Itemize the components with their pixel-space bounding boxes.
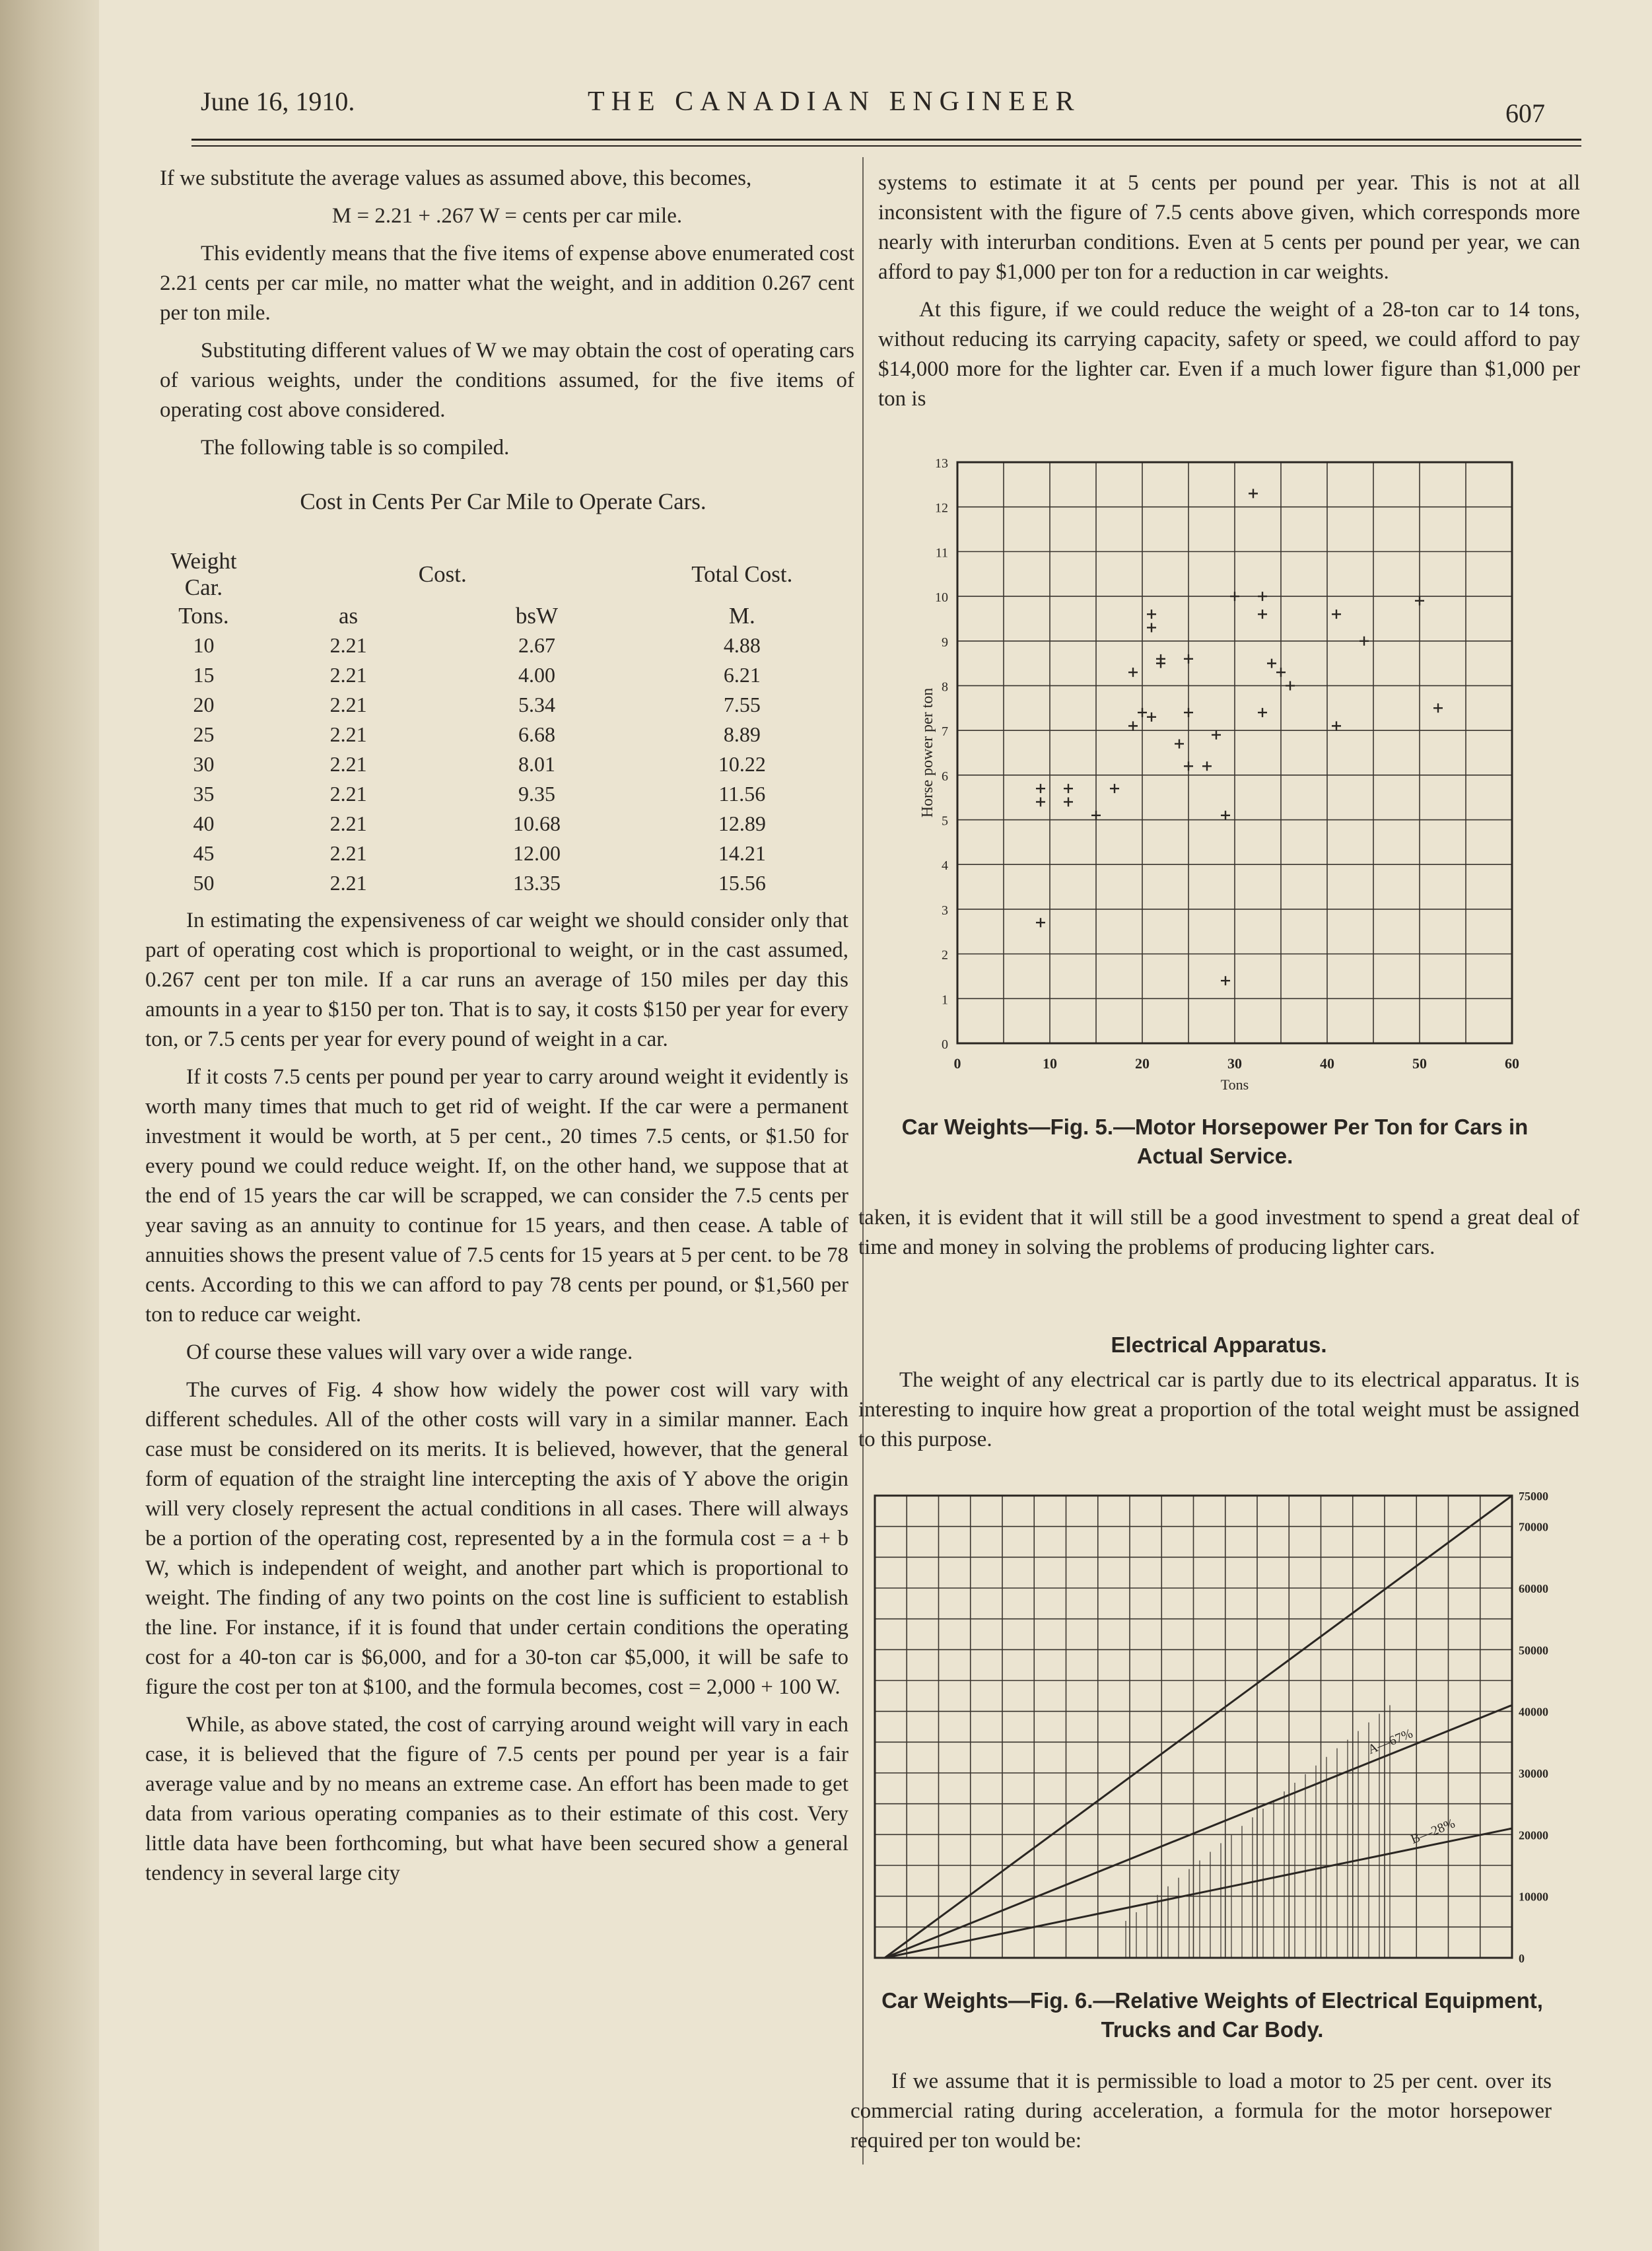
data-point xyxy=(1249,489,1258,498)
y-tick-label: 60000 xyxy=(1519,1582,1548,1595)
table-cell: 2.67 xyxy=(518,633,555,657)
table-cell: 12.00 xyxy=(512,841,561,865)
table-cell: 13.35 xyxy=(512,871,561,895)
y-axis-label: Horse power per ton xyxy=(919,687,936,818)
table-cell: 35 xyxy=(193,782,215,806)
table-row xyxy=(153,839,853,868)
header-title: THE CANADIAN ENGINEER xyxy=(588,87,1081,117)
paragraph: At this figure, if we could reduce the weight of a 28-ton car to 14 tons, without reducing its carrying capacity, safety or speed, we could afford to pay $14,000 more for the lighter car. Even if a much lower figure than $1,000 per ton is xyxy=(878,298,1580,411)
table-cell: 4.88 xyxy=(723,633,761,657)
table-header: as xyxy=(338,602,359,629)
series-label: B—28% xyxy=(1408,1816,1457,1847)
series-line xyxy=(885,1496,1512,1958)
x-tick-label: 50 xyxy=(1412,1055,1427,1072)
table-cell: 45 xyxy=(193,841,215,865)
table-cell: 11.56 xyxy=(718,782,766,806)
table-cell: 10 xyxy=(193,633,215,657)
y-tick-label: 2 xyxy=(942,948,948,963)
x-tick-label: 10 xyxy=(1043,1055,1057,1072)
paragraph: If we substitute the average values as assumed above, this becomes, xyxy=(160,166,752,190)
data-point xyxy=(1147,609,1156,619)
fig5-caption: Car Weights—Fig. 5.—Motor Horsepower Per Ton for Cars in Actual Service. xyxy=(901,1115,1529,1168)
table-cell: 2.21 xyxy=(329,722,367,746)
table-row xyxy=(153,690,853,720)
y-tick-label: 3 xyxy=(942,903,948,918)
y-tick-label: 70000 xyxy=(1519,1520,1548,1534)
data-point xyxy=(1036,784,1045,793)
data-point xyxy=(1415,596,1424,606)
table-cell: 25 xyxy=(193,722,215,746)
table-cell: 6.68 xyxy=(518,722,555,746)
data-point xyxy=(1184,654,1193,664)
table-cell: 10.22 xyxy=(718,752,766,776)
table-cell: 2.21 xyxy=(329,663,367,687)
fig5-chart xyxy=(918,449,1532,1109)
table-cell: 2.21 xyxy=(329,812,367,835)
data-point xyxy=(1258,609,1267,619)
paragraph: In estimating the expensiveness of car weight we should consider only that part of operating cost which is proportional to weight, or in the cast assumed, 0.267 cent per ton mile. If a car runs an average of 150 miles per day this amounts in a year to $150 per ton. That is to say, it costs $150 per year for every ton, or 7.5 cents per year for every pound of weight in a car. xyxy=(145,909,848,1051)
table-cell: 30 xyxy=(193,752,215,776)
header-rule xyxy=(191,139,1581,141)
y-tick-label: 7 xyxy=(942,724,948,740)
data-point xyxy=(1230,592,1239,601)
header-date: June 16, 1910. xyxy=(201,87,355,116)
data-point xyxy=(1064,784,1073,793)
table-row xyxy=(153,660,853,690)
y-tick-label: 9 xyxy=(942,635,948,650)
data-point xyxy=(1147,712,1156,722)
data-point xyxy=(1258,708,1267,717)
data-point xyxy=(1036,797,1045,806)
table-row xyxy=(153,809,853,839)
table-header-row xyxy=(153,548,853,601)
data-point xyxy=(1128,668,1138,677)
y-tick-label: 10000 xyxy=(1519,1890,1548,1904)
paragraph: systems to estimate it at 5 cents per pound per year. This is not at all inconsistent with the figure of 7.5 cents above given, which corresponds more nearly with interurban conditions. Even at 5 cents per pound per year, we can afford to pay $1,000 per ton for a reduction in car weights. xyxy=(878,171,1580,284)
table-cell: 2.21 xyxy=(329,841,367,865)
right-column-mid xyxy=(858,1203,1579,1270)
paragraph: If it costs 7.5 cents per pound per year to carry around weight it evidently is worth many times that much to get rid of weight. If the car were a permanent investment it would be worth, at 5 per cent., 20 times 7.5 cents, or $1.50 for every pound we could reduce weight. If, on the other hand, we suppose that at the end of 15 years the car will be scrapped, we can consider the 7.5 cents per year saving as an annuity to continue for 15 years, and then cease. A table of annuities shows the present value of 7.5 cents for 15 years at 5 per cent. to be 78 cents. According to this we can afford to pay 78 cents per pound, or $1,560 per ton to reduce car weight. xyxy=(145,1065,848,1327)
left-column-top xyxy=(160,164,854,471)
cost-table xyxy=(153,548,853,898)
table-cell: 7.55 xyxy=(723,693,761,716)
data-point xyxy=(1091,811,1101,820)
right-column-mid2 xyxy=(858,1366,1579,1463)
data-point xyxy=(1202,761,1212,771)
table-cell: 2.21 xyxy=(329,693,367,716)
x-axis-label: Tons xyxy=(1220,1076,1249,1093)
table-cell: 50 xyxy=(193,871,215,895)
page-spine-shadow xyxy=(0,0,99,2251)
x-tick-label: 20 xyxy=(1135,1055,1150,1072)
y-tick-label: 13 xyxy=(935,456,948,471)
data-point xyxy=(1276,668,1286,677)
table-header-row xyxy=(153,601,853,631)
header-rule xyxy=(191,145,1581,147)
table-header: bsW xyxy=(515,602,559,629)
data-point xyxy=(1175,739,1184,748)
table-cell: 2.21 xyxy=(329,633,367,657)
table-header: Weight Car. xyxy=(170,548,237,600)
table-row xyxy=(153,749,853,779)
right-column-bottom xyxy=(850,2067,1552,2164)
y-tick-label: 11 xyxy=(935,545,948,561)
header-page-number: 607 xyxy=(1505,98,1545,128)
data-point xyxy=(1267,659,1276,668)
table-cell: 2.21 xyxy=(329,752,367,776)
series-label: A—67% xyxy=(1365,1726,1415,1758)
column-rule xyxy=(862,157,864,2164)
left-column-bottom xyxy=(145,906,848,1896)
y-tick-label: 6 xyxy=(942,769,948,784)
data-point xyxy=(1359,637,1369,646)
table-cell: 8.89 xyxy=(723,722,761,746)
y-tick-label: 0 xyxy=(942,1037,948,1052)
y-tick-label: 4 xyxy=(942,858,948,874)
y-tick-label: 12 xyxy=(935,501,948,516)
table-cell: 2.21 xyxy=(329,871,367,895)
table-cell: 5.34 xyxy=(518,693,555,716)
table-cell: 14.21 xyxy=(718,841,766,865)
data-point xyxy=(1332,609,1341,619)
paragraph: Of course these values will vary over a wide range. xyxy=(186,1340,633,1364)
table-row xyxy=(153,779,853,809)
table-row xyxy=(153,631,853,660)
y-tick-label: 75000 xyxy=(1519,1490,1548,1503)
paragraph: This evidently means that the five items of expense above enumerated cost 2.21 cents per car mile, no matter what the weight, and in addition 0.267 cent per ton mile. xyxy=(160,242,854,325)
y-tick-label: 40000 xyxy=(1519,1705,1548,1719)
data-point xyxy=(1286,681,1295,690)
y-tick-label: 10 xyxy=(935,590,948,606)
y-tick-label: 8 xyxy=(942,679,948,695)
data-point xyxy=(1184,761,1193,771)
paragraph: taken, it is evident that it will still be a good investment to spend a great deal of time and money in solving the problems of producing lighter cars. xyxy=(858,1206,1579,1259)
table-cell: 9.35 xyxy=(518,782,555,806)
x-tick-label: 30 xyxy=(1227,1055,1242,1072)
table-cell: 12.89 xyxy=(718,812,766,835)
y-tick-label: 20000 xyxy=(1519,1828,1548,1842)
data-point xyxy=(1433,703,1443,712)
table-row xyxy=(153,868,853,898)
data-point xyxy=(1147,623,1156,632)
table-cell: 20 xyxy=(193,693,215,716)
formula: M = 2.21 + .267 W = cents per car mile. xyxy=(331,204,683,228)
series-line xyxy=(885,1828,1512,1958)
data-point xyxy=(1332,721,1341,730)
table-header: M. xyxy=(728,602,755,629)
table-cell: 15.56 xyxy=(718,871,766,895)
y-tick-label: 50000 xyxy=(1519,1644,1548,1657)
table-row xyxy=(153,720,853,749)
table-header: Cost. xyxy=(418,561,467,587)
data-point xyxy=(1221,976,1230,985)
y-tick-label: 5 xyxy=(942,814,948,829)
table-cell: 6.21 xyxy=(723,663,761,687)
table-cell: 10.68 xyxy=(512,812,561,835)
data-point xyxy=(1036,918,1045,927)
page-header xyxy=(191,86,1585,128)
data-point xyxy=(1156,659,1165,668)
table-title: Cost in Cents Per Car Mile to Operate Cars. xyxy=(300,489,706,514)
data-point xyxy=(1128,721,1138,730)
table-cell: 2.21 xyxy=(329,782,367,806)
table-cell: 4.00 xyxy=(518,663,555,687)
data-point xyxy=(1184,708,1193,717)
data-point xyxy=(1258,592,1267,601)
paragraph: While, as above stated, the cost of carrying around weight will vary in each case, it is believed that the figure of 7.5 cents per pound per year is a fair average value and by no means an extreme case. An effort has been made to get data from various operating companies as to their estimate of this cost. Very little data have been forthcoming, but what have been secured show a general tendency in several large city xyxy=(145,1713,848,1885)
data-point xyxy=(1221,811,1230,820)
x-tick-label: 40 xyxy=(1320,1055,1334,1072)
x-tick-label: 60 xyxy=(1505,1055,1519,1072)
right-column-top xyxy=(878,168,1580,422)
paragraph: The curves of Fig. 4 show how widely the power cost will vary with different schedules. All of the other costs will vary in a similar manner. Each case must be considered on its merits. It is believed, however, that the general form of equation of the straight line intercepting the axis of Y above the origin will very closely represent the actual conditions in all cases. There will always be a portion of the operating cost, represented by a in the formula cost = a + b W, which is independent of weight, and another part which is proportional to weight. The finding of any two points on the cost line is sufficient to establish the line. For instance, if it is found that under certain conditions the operating cost for a 40-ton car is $6,000, and for a 30-ton car $5,000, it will be safe to figure the cost per ton at $100, and the formula becomes, cost = 2,000 + 100 W. xyxy=(145,1378,848,1699)
section-heading: Electrical Apparatus. xyxy=(1111,1333,1327,1357)
table-header: Total Cost. xyxy=(691,561,793,587)
paragraph: Substituting different values of W we may obtain the cost of operating cars of various weights, under the conditions assumed, for the five items of operating cost above considered. xyxy=(160,339,854,422)
y-tick-label: 30000 xyxy=(1519,1767,1548,1780)
data-point xyxy=(1212,730,1221,740)
paragraph: If we assume that it is permissible to load a motor to 25 per cent. over its commercial rating during acceleration, a formula for the motor horsepower required per ton would be: xyxy=(850,2069,1552,2153)
table-cell: 8.01 xyxy=(518,752,555,776)
paragraph: The following table is so compiled. xyxy=(201,436,510,460)
table-cell: 40 xyxy=(193,812,215,835)
fig6-caption: Car Weights—Fig. 6.—Relative Weights of Electrical Equipment, Trucks and Car Body. xyxy=(881,1988,1543,2042)
data-point xyxy=(1110,784,1119,793)
paragraph: The weight of any electrical car is partly due to its electrical apparatus. It is interesting to inquire how great a proportion of the total weight must be assigned to this purpose. xyxy=(858,1368,1579,1451)
fig6-chart xyxy=(865,1482,1585,1978)
y-tick-label: 0 xyxy=(1519,1952,1525,1965)
table-cell: 15 xyxy=(193,663,215,687)
x-tick-label: 0 xyxy=(953,1055,961,1072)
data-point xyxy=(1138,708,1147,717)
data-point xyxy=(1064,797,1073,806)
table-header: Tons. xyxy=(178,602,229,629)
y-tick-label: 1 xyxy=(942,992,948,1008)
